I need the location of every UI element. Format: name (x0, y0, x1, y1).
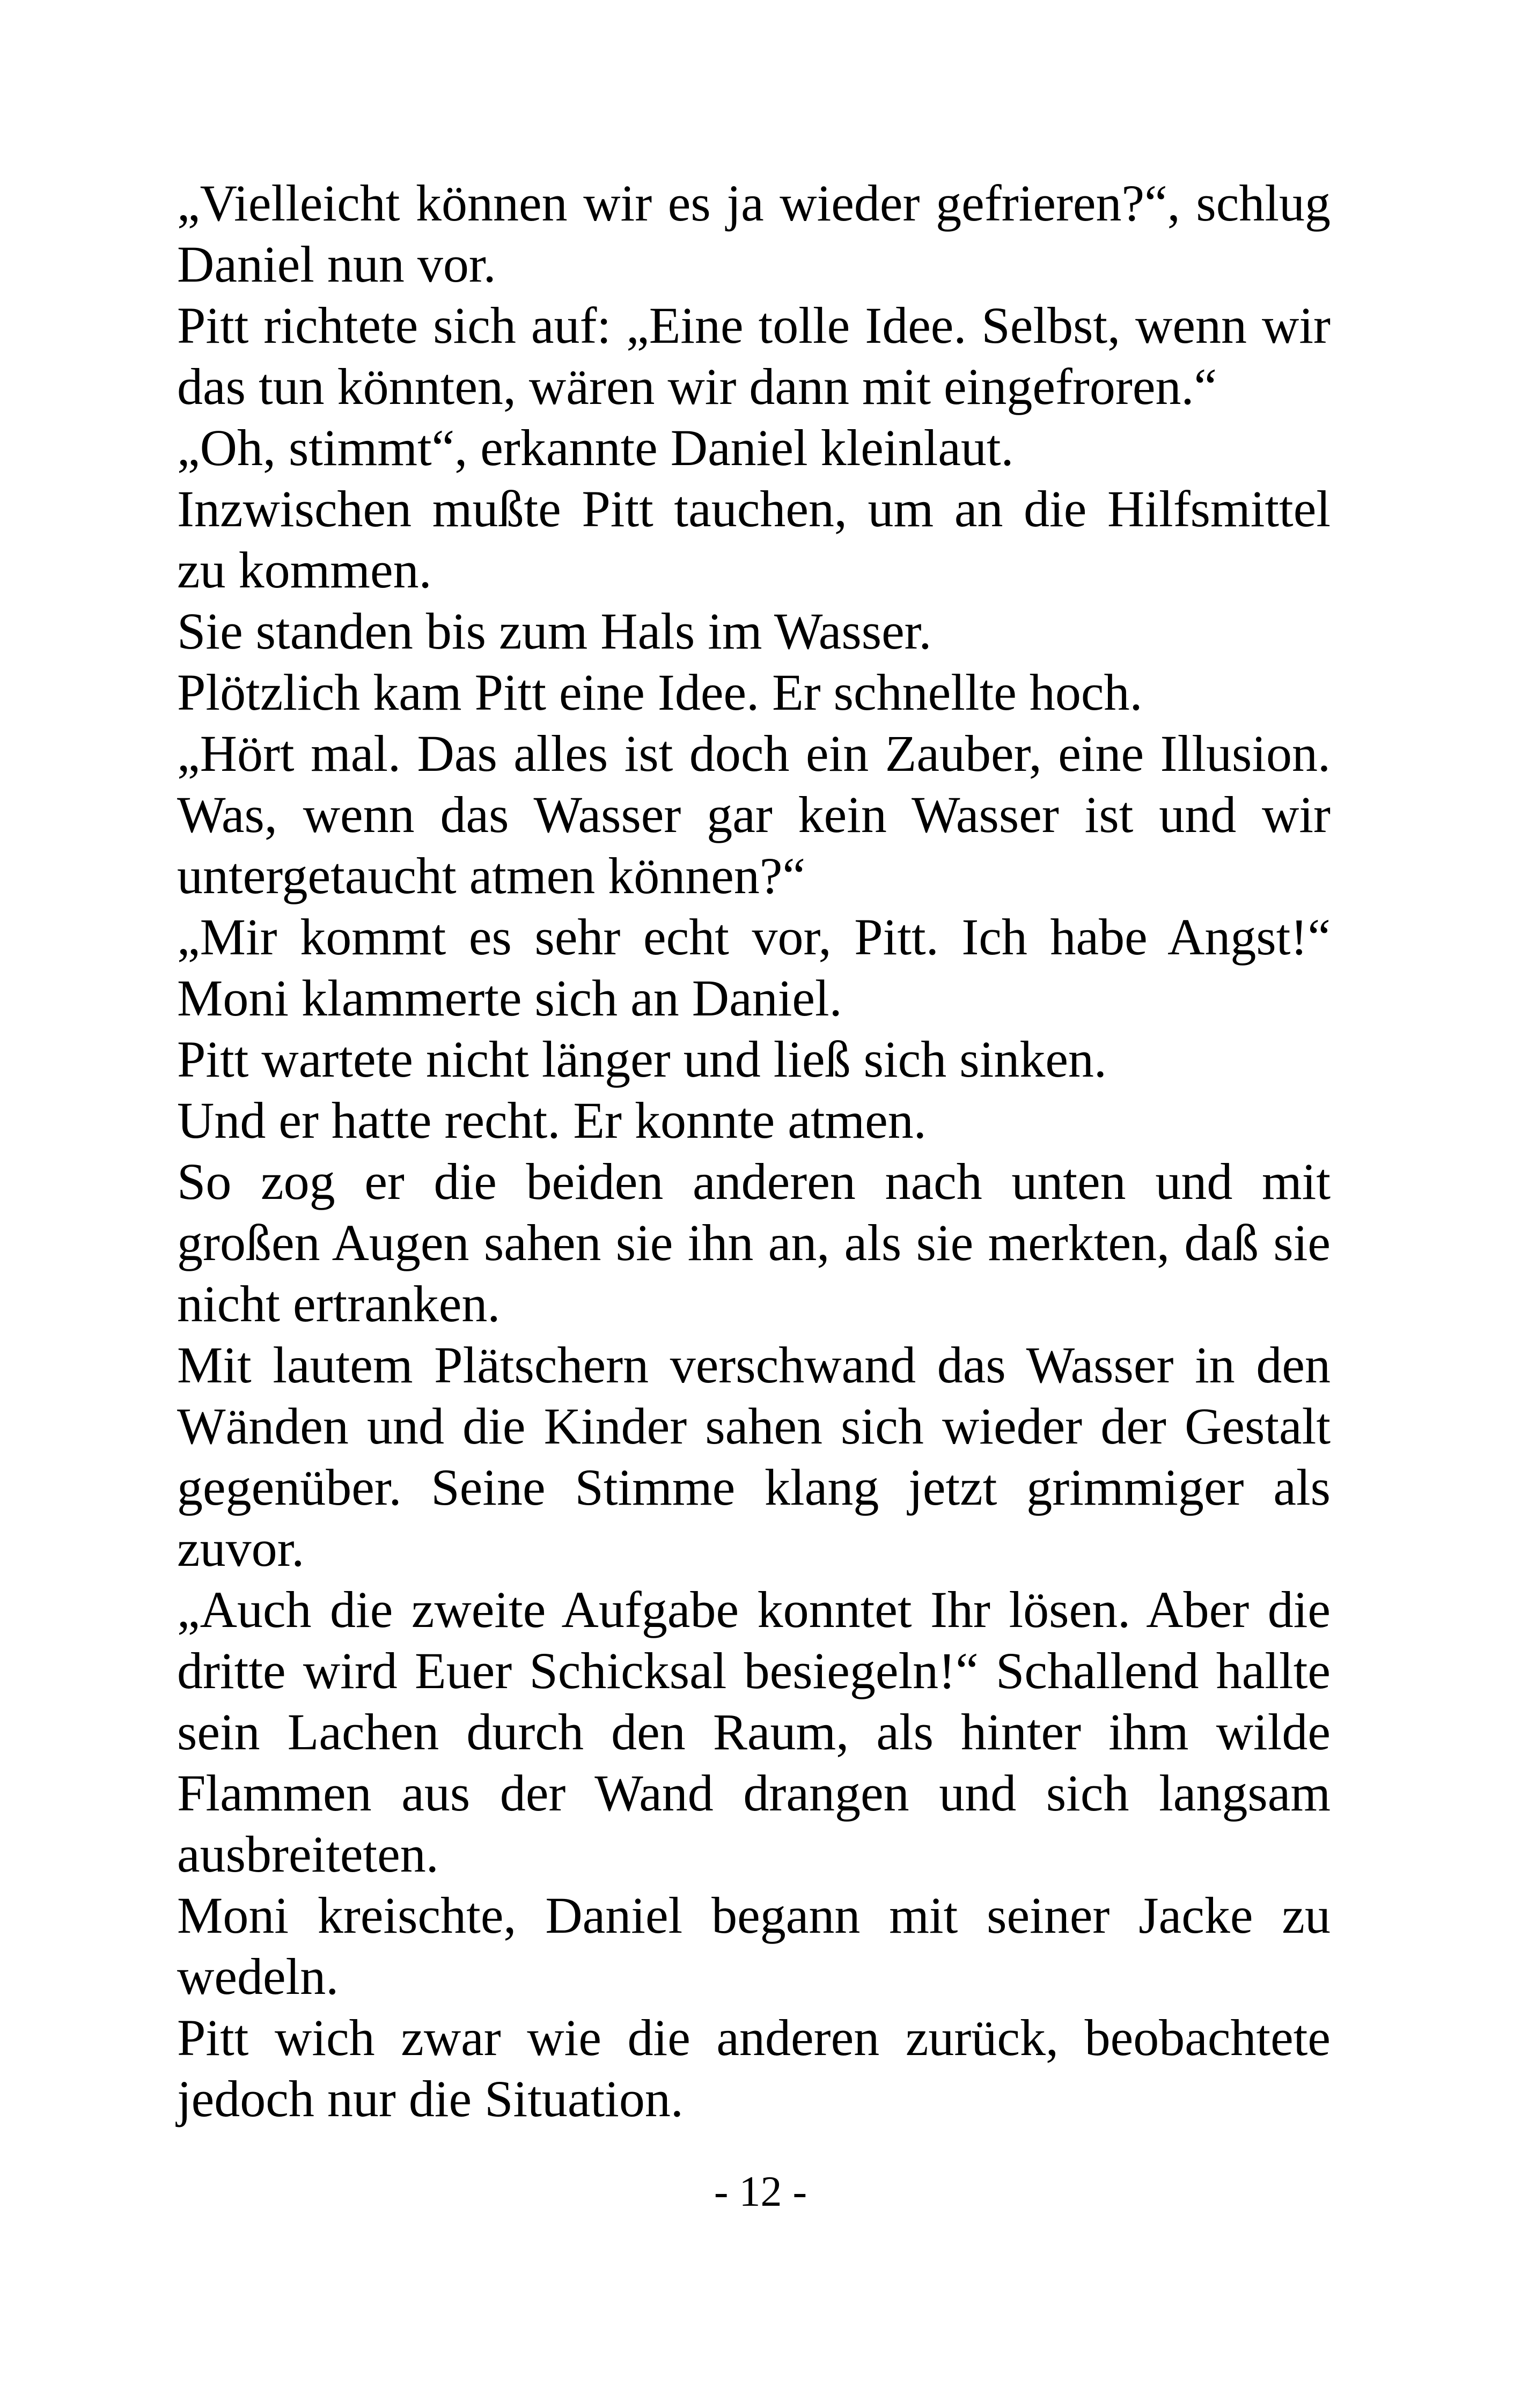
paragraph: Und er hatte recht. Er konnte atmen. (177, 1092, 927, 1149)
paragraph: Moni kreischte, Daniel begann mit seiner Jacke zu wedeln. (177, 1887, 1331, 2005)
paragraph: So zog er die beiden anderen nach unten und mit großen Augen sahen sie ihn an, als sie merkten, daß sie nicht ertranken. (177, 1153, 1331, 1332)
paragraph: Pitt richtete sich auf: „Eine tolle Idee. Selbst, wenn wir das tun könnten, wären wir dann mit eingefroren.“ (177, 297, 1331, 415)
paragraph: „Oh, stimmt“, erkannte Daniel kleinlaut. (177, 419, 1014, 476)
paragraph: „Mir kommt es sehr echt vor, Pitt. Ich habe Angst!“ Moni klammerte sich an Daniel. (177, 908, 1331, 1027)
paragraph: Mit lautem Plätschern verschwand das Wasser in den Wänden und die Kinder sahen sich wieder der Gestalt gegenüber. Seine Stimme klang jetzt grimmiger als zuvor. (177, 1336, 1331, 1577)
paragraph: Pitt wich zwar wie die anderen zurück, beobachtete jedoch nur die Situation. (177, 2009, 1331, 2127)
paragraph: Plötzlich kam Pitt eine Idee. Er schnellte hoch. (177, 664, 1143, 721)
paragraph: Sie standen bis zum Hals im Wasser. (177, 602, 932, 660)
paragraph: „Vielleicht können wir es ja wieder gefrieren?“, schlug Daniel nun vor. (177, 174, 1331, 293)
page-number: - 12 - (714, 2168, 807, 2215)
paragraph: Pitt wartete nicht länger und ließ sich sinken. (177, 1030, 1107, 1088)
paragraph: „Hört mal. Das alles ist doch ein Zauber, eine Illusion. Was, wenn das Wasser gar kein Wasser ist und wir untergetaucht atmen können?“ (177, 725, 1331, 904)
body-text (177, 173, 1331, 2130)
paragraph: Inzwischen mußte Pitt tauchen, um an die Hilfsmittel zu kommen. (177, 480, 1331, 599)
paragraph: „Auch die zweite Aufgabe konntet Ihr lösen. Aber die dritte wird Euer Schicksal besiegeln!“ Schallend hallte sein Lachen durch den Raum, als hinter ihm wilde Flammen aus der Wand drangen und sich langsam ausbreiteten. (177, 1581, 1331, 1883)
